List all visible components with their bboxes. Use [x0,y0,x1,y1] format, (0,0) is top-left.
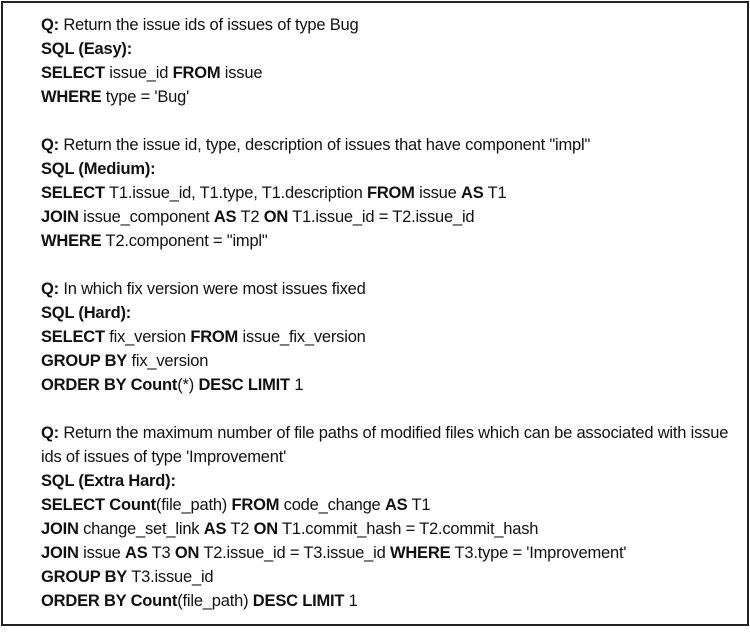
sql-text: issue_fix_version [238,328,366,346]
sql-keyword: ORDER BY Count [41,376,178,394]
question-line [41,13,739,37]
sql-text: T2.component = "impl" [101,232,268,250]
example-box [1,1,749,626]
sql-line [41,373,739,397]
sql-keyword: WHERE [41,88,102,106]
sql-keyword: AS [461,184,484,202]
sql-keyword: AS [213,208,237,226]
sql-text: change_set_link [78,520,204,538]
sql-keyword: ORDER BY Count [41,592,178,610]
sql-keyword: ON [263,208,289,226]
question-text: Return the issue ids of issues of type Bug [58,16,359,34]
sql-keyword: FROM [190,328,239,346]
sql-difficulty-label: SQL (Medium): [41,160,156,178]
sql-keyword: SELECT [41,184,105,202]
example-block [41,13,739,109]
sql-keyword: ON [253,520,278,538]
sql-text: T3.issue_id [127,568,214,586]
examples-list [41,13,739,637]
sql-line [41,181,739,205]
sql-keyword: GROUP BY [41,568,128,586]
sql-line [41,349,739,373]
question-text: Return the maximum number of file paths of modified files which can be associated with issue ids of issues of type 'Improvement' [41,424,729,466]
sql-text: (file_path) [155,496,232,514]
sql-line [41,61,739,85]
sql-keyword: JOIN [41,544,79,562]
question-label: Q: [41,136,59,154]
sql-keyword: DESC LIMIT [198,376,290,394]
sql-text: fix_version [104,328,191,346]
sql-keyword: GROUP BY [41,352,128,370]
sql-text: T2 [226,520,254,538]
sql-keyword: WHERE [389,544,451,562]
question-label: Q: [41,424,59,442]
question-text: Return the issue id, type, description of issues that have component "impl" [58,136,591,154]
sql-text: issue [414,184,462,202]
sql-text: 1 [344,592,358,610]
example-block [41,133,739,253]
sql-text: T3.type = 'Improvement' [450,544,627,562]
sql-line [41,565,739,589]
sql-text: 1 [289,376,304,394]
sql-line [41,493,739,517]
example-block [41,277,739,397]
sql-keyword: FROM [172,64,221,82]
sql-text: T1.issue_id, T1.type, T1.description [104,184,367,202]
question-line [41,277,739,301]
sql-keyword: SELECT Count [41,496,156,514]
sql-line [41,229,739,253]
sql-keyword: FROM [231,496,280,514]
sql-text: (file_path) [177,592,253,610]
sql-line [41,517,739,541]
sql-difficulty-label: SQL (Easy): [41,40,133,58]
sql-line [41,541,739,565]
example-block [41,421,739,613]
question-label: Q: [41,280,59,298]
question-line [41,133,739,157]
sql-text: T2 [236,208,264,226]
sql-text: (*) [177,376,199,394]
sql-text: issue_id [104,64,173,82]
question-text: In which fix version were most issues fixed [58,280,366,298]
sql-keyword: AS [203,520,227,538]
sql-text: issue_component [78,208,214,226]
sql-keyword: AS [384,496,408,514]
sql-keyword: ON [174,544,200,562]
sql-text: T2.issue_id = T3.issue_id [199,544,390,562]
sql-text: fix_version [127,352,209,370]
sql-keyword: DESC LIMIT [252,592,345,610]
sql-difficulty-label: SQL (Hard): [41,304,132,322]
sql-keyword: AS [125,544,148,562]
sql-text: issue [220,64,263,82]
sql-text: T1.issue_id = T2.issue_id [288,208,475,226]
sql-keyword: WHERE [41,232,102,250]
question-label: Q: [41,16,59,34]
sql-keyword: JOIN [41,208,79,226]
sql-keyword: JOIN [41,520,79,538]
sql-line [41,85,739,109]
sql-keyword: FROM [366,184,415,202]
sql-line [41,325,739,349]
sql-text: T1.commit_hash = T2.commit_hash [277,520,539,538]
sql-keyword: SELECT [41,64,105,82]
sql-text: issue [78,544,126,562]
sql-line [41,205,739,229]
sql-text: T1 [407,496,431,514]
sql-line [41,589,739,613]
sql-difficulty-label: SQL (Extra Hard): [41,472,176,490]
sql-text: T1 [483,184,507,202]
sql-text: T3 [147,544,175,562]
sql-text: code_change [279,496,385,514]
sql-text: type = 'Bug' [101,88,190,106]
question-line [41,421,739,469]
sql-keyword: SELECT [41,328,105,346]
